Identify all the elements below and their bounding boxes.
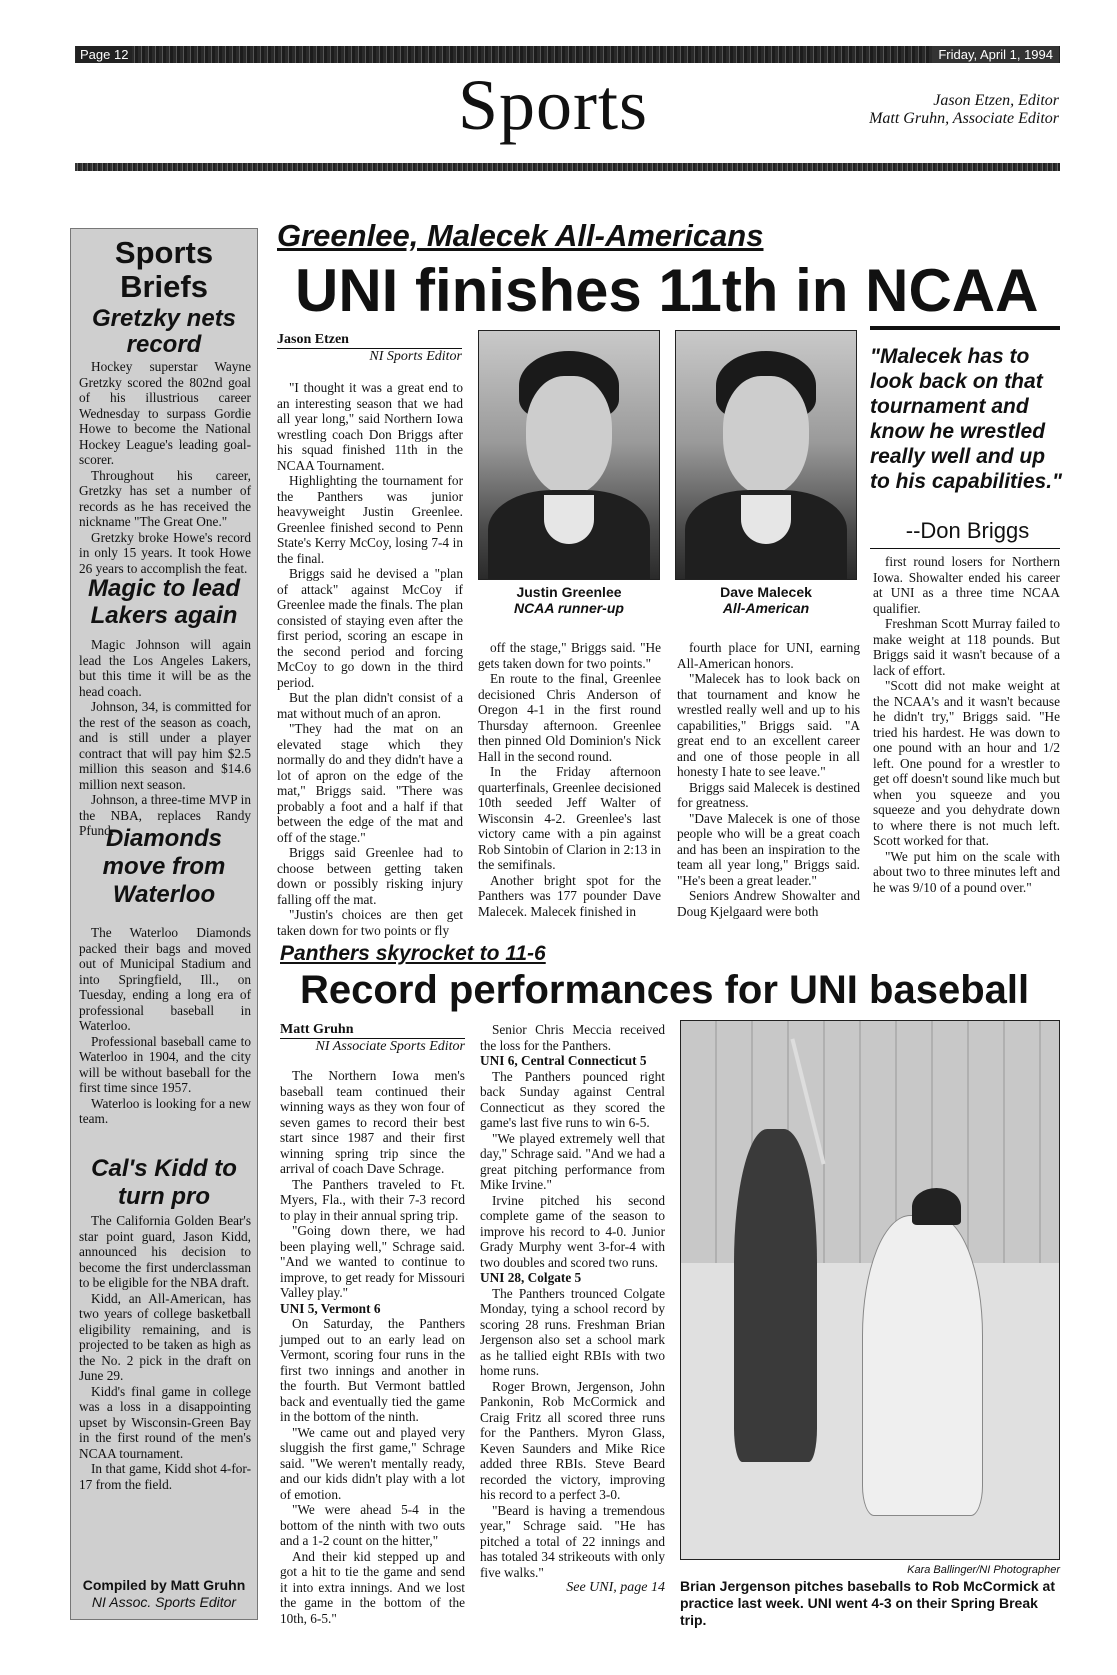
- section-title: Sports: [458, 65, 649, 145]
- story-paragraph: "Scott did not make weight at the NCAA's and it wasn't because he didn't try," Briggs said. "He tried his hardest. He was down to one pound with an hour and 1/2 left. One pound for a wrestler to get off doesn't sound like much but when you squeeze and you squeeze and you dehydrate down to where there is not much left. Scott worked for that.: [873, 678, 1060, 848]
- brief-headline: record: [126, 331, 202, 358]
- story-paragraph: Freshman Scott Murray failed to make weight at 118 pounds. But Briggs said it wasn't because of a lack of effort.: [873, 616, 1060, 678]
- story-paragraph: The Panthers traveled to Ft. Myers, Fla., with their 7-3 record to play in their annual spring trip.: [280, 1176, 465, 1223]
- story2-column-1: [280, 1068, 465, 1626]
- caption-role: NCAA runner-up: [514, 600, 624, 616]
- story-paragraph: The Northern Iowa men's baseball team continued their winning ways as they won four of seven games to record their best start since 1987 and their first winning spring trip since the arrival of coach Dave Schrage.: [280, 1068, 465, 1176]
- brief-paragraph: In that game, Kidd shot 4-for-17 from the field.: [79, 1461, 251, 1492]
- brief-headline: Waterloo: [112, 881, 216, 908]
- story2-kicker: Panthers skyrocket to 11-6: [280, 942, 546, 965]
- brief-paragraph: Johnson, 34, is committed for the rest of the season as coach, and is still under a player contract that will pay him $2.5 million this season and $14.6 million next season.: [79, 699, 251, 792]
- game-subhead: UNI 28, Colgate 5: [480, 1270, 582, 1285]
- story-paragraph: "Malecek has to look back on that tournament and know he wrestled really well and up to his capabilities," Briggs said. "A great end to an excellent career and one of those people in all honesty I hate to see leave.": [677, 671, 860, 779]
- brief-paragraph: Hockey superstar Wayne Gretzky scored the 802nd goal of his illustrious career Wednesday to surpass Gordie Howe to become the National Hockey League's leading goal-scorer.: [79, 359, 251, 467]
- photo-credit: Kara Ballinger/NI Photographer: [907, 1564, 1060, 1576]
- greenlee-photo: [478, 330, 660, 580]
- brief-paragraph: Magic Johnson will again lead the Los Angeles Lakers, but this time it will be as the head coach.: [79, 637, 251, 699]
- masthead-rule: [75, 163, 1060, 171]
- pull-quote: "Malecek has to look back on that tournament and know he wrestled really well and up to his capabilities.": [870, 345, 1063, 493]
- game-subhead: UNI 5, Vermont 6: [280, 1300, 381, 1316]
- story1-headline: UNI finishes 11th in NCAA: [295, 257, 1039, 324]
- story-paragraph: "Beard is having a tremendous year," Schrage said. "He has pitched a total of 22 innings and has totaled 34 strikeouts with only five walks.": [480, 1502, 665, 1580]
- brief-paragraph: Kidd's final game in college was a loss in a disappointing upset by Wisconsin-Green Bay in the first round of the men's NCAA tournament.: [79, 1383, 251, 1461]
- story-paragraph: And their kid stepped up and got a hit to tie the game and send it into extra innings. And we lost the game in the bottom of the 10th, 6-5.": [280, 1548, 465, 1626]
- caption-name: Dave Malecek: [720, 584, 812, 600]
- brief-paragraph: The Waterloo Diamonds packed their bags and moved out of Municipal Stadium and into Springfield, Ill., on Tuesday, ending a long era of professional baseball in Waterloo.: [79, 925, 251, 1033]
- brief-headline: Diamonds: [105, 825, 222, 852]
- brief-headline: Cal's Kidd to: [91, 1155, 237, 1182]
- jump-line: See UNI, page 14: [566, 1580, 665, 1595]
- story-paragraph: "Justin's choices are then get taken down for two points or fly: [277, 907, 463, 938]
- story-paragraph: But the plan didn't consist of a mat without much of an apron.: [277, 690, 463, 721]
- story-paragraph: "Going down there, we had been playing well," Schrage said. "And we wanted to continue to improve, to get ready for Missouri Valley play.": [280, 1223, 465, 1300]
- brief-headline: turn pro: [118, 1183, 210, 1210]
- brief-paragraph: Professional baseball came to Waterloo in 1904, and the city will be without baseball for the first time since 1957.: [79, 1033, 251, 1095]
- byline-title: NI Associate Sports Editor: [315, 1039, 465, 1054]
- brief-body: [79, 1213, 251, 1492]
- pull-quote-bottom-rule: [870, 548, 1060, 549]
- brief-headline: Gretzky nets: [91, 305, 237, 332]
- caption-name: Justin Greenlee: [516, 584, 622, 600]
- story-paragraph: "We were ahead 5-4 in the bottom of the ninth with two outs and a 1-2 count on the hitter,": [280, 1502, 465, 1548]
- story-paragraph: En route to the final, Greenlee decisioned Chris Anderson of Oregon 4-1 in the first round Thursday afternoon. Greenlee then pinned Old Dominion's Nick Hall in the second round.: [478, 671, 661, 764]
- editor-credits: [869, 92, 1059, 128]
- story-paragraph: fourth place for UNI, earning All-American honors.: [677, 640, 860, 671]
- story2-byline: [280, 1022, 465, 1055]
- sidebar-title-line1: Sports: [114, 235, 214, 270]
- story1-column-4: [873, 554, 1060, 895]
- story-paragraph: Highlighting the tournament for the Panthers was junior heavyweight Justin Greenlee. Greenlee finished second to Penn State's Kerry McCoy, losing 7-4 in the final.: [277, 473, 463, 566]
- story-paragraph: "I thought it was a great end to an interesting season that we had all year long," said Northern Iowa wrestling coach Don Briggs after his squad finished 11th in the NCAA Tournament.: [277, 380, 463, 473]
- story-paragraph: The Panthers pounced right back Sunday against Central Connecticut as they scored the game's last five runs to win 6-5.: [480, 1068, 665, 1130]
- story-paragraph: On Saturday, the Panthers jumped out to an early lead on Vermont, scoring four runs in the first two innings and another in the fourth. But Vermont battled back and eventually tied the game in the bottom of the ninth.: [280, 1316, 465, 1424]
- brief-headline: Magic to lead: [87, 575, 241, 602]
- photo-caption: Brian Jergenson pitches baseballs to Rob McCormick at practice last week. UNI went 4-3 on their Spring Break trip.: [680, 1578, 1055, 1628]
- story-paragraph: Another bright spot for the Panthers was 177 pounder Dave Malecek. Malecek finished in: [478, 872, 661, 919]
- issue-date: Friday, April 1, 1994: [932, 46, 1059, 63]
- story-paragraph: Senior Chris Meccia received the loss for the Panthers.: [480, 1022, 665, 1053]
- story1-column-2: [478, 640, 661, 919]
- brief-paragraph: The California Golden Bear's star point guard, Jason Kidd, announced his decision to become the first underclassman to be eligible for the NBA draft.: [79, 1213, 251, 1290]
- story-paragraph: Briggs said Greenlee had to choose between getting taken down or possibly risking injury falling off the mat.: [277, 845, 463, 907]
- brief-paragraph: Throughout his career, Gretzky has set a number of records as he has received the nickname "The Great One.": [79, 467, 251, 529]
- pull-quote-rule: [870, 326, 1060, 330]
- story-paragraph: "We put him on the scale with about two to three minutes left and he was 9/10 of a pound over.": [873, 848, 1060, 895]
- pull-quote-attribution: --Don Briggs: [905, 518, 1030, 543]
- byline-name: Jason Etzen: [277, 332, 462, 349]
- story2-headline: Record performances for UNI baseball: [300, 968, 1030, 1012]
- story1-byline: [277, 332, 462, 365]
- game-subhead: UNI 6, Central Connecticut 5: [480, 1053, 647, 1068]
- greenlee-caption: [478, 584, 660, 616]
- sports-briefs-sidebar: [70, 228, 258, 1620]
- story-paragraph: Briggs said he devised a "plan of attack" against McCoy if Greenlee made the finals. The plan consisted of staying even after the first period, scoring an escape in the second period and forcing McCoy to go down in the third period.: [277, 566, 463, 690]
- story1-column-3: [677, 640, 860, 919]
- story-paragraph: "We played extremely well that day," Schrage said. "And we had a great pitching performance from Mike Irvine.": [480, 1130, 665, 1192]
- brief-paragraph: Kidd, an All-American, has two years of college basketball eligibility remaining, and is projected to be taken as high as the No. 2 pick in the draft on June 29.: [79, 1290, 251, 1383]
- brief-headline: move from: [102, 853, 226, 880]
- story1-column-1: [277, 380, 463, 938]
- editor-name: Jason Etzen, Editor: [933, 92, 1059, 109]
- brief-body: [79, 925, 251, 1127]
- brief-body: [79, 359, 251, 576]
- story1-kicker: Greenlee, Malecek All-Americans: [277, 218, 764, 253]
- brief-headline: Lakers again: [90, 602, 238, 629]
- malecek-caption: [675, 584, 857, 616]
- story-paragraph: first round losers for Northern Iowa. Showalter ended his career at UNI as a three time NCAA qualifier.: [873, 554, 1060, 616]
- brief-paragraph: Gretzky broke Howe's record in only 15 years. It took Howe 26 years to accomplish the feat.: [79, 529, 251, 576]
- story-paragraph: "They had the mat on an elevated stage which they normally do and they didn't have a lot of apron on the edge of the mat," Briggs said. "There was probably a foot and a half if that between the edge of the mat and off of the stage.": [277, 721, 463, 845]
- brief-body: [79, 637, 251, 839]
- story-paragraph: "Dave Malecek is one of those people who will be a great coach and has been an inspiration to the team all year long," Briggs said. "He's been a great leader.": [677, 810, 860, 888]
- caption-role: All-American: [722, 600, 810, 616]
- brief-paragraph: Johnson, a three-time MVP in the NBA, replaces Randy Pfund.: [79, 792, 251, 838]
- story-paragraph: Irvine pitched his second complete game of the season to improve his record to 4-0. Junior Grady Murphy went 3-for-4 with two doubles and scored two runs.: [480, 1192, 665, 1270]
- story-paragraph: Roger Brown, Jergenson, John Pankonin, Rob McCormick and Craig Fritz all scored three runs for the Panthers. Myron Glass, Keven Saunders and Mike Rice added three RBIs. Steve Beard recorded the victory, improving his record to a perfect 3-0.: [480, 1378, 665, 1502]
- malecek-photo: [675, 330, 857, 580]
- page-number: Page 12: [76, 46, 132, 63]
- associate-editor-name: Matt Gruhn, Associate Editor: [869, 110, 1059, 127]
- story-paragraph: "We came out and played very sluggish the first game," Schrage said. "We weren't mentally ready, and our kids didn't play with a lot of emotion.: [280, 1424, 465, 1502]
- story-paragraph: Seniors Andrew Showalter and Doug Kjelgaard were both: [677, 888, 860, 919]
- story-paragraph: The Panthers trounced Colgate Monday, tying a school record by scoring 28 runs. Freshman Brian Jergenson also set a school mark as he tallied eight RBIs with two home runs.: [480, 1285, 665, 1378]
- story2-column-2: [480, 1022, 665, 1596]
- sidebar-credit-name: Compiled by Matt Gruhn: [82, 1577, 246, 1593]
- story-paragraph: off the stage," Briggs said. "He gets taken down for two points.": [478, 640, 661, 671]
- byline-name: Matt Gruhn: [280, 1022, 465, 1039]
- brief-paragraph: Waterloo is looking for a new team.: [79, 1095, 251, 1126]
- sidebar-credit: [71, 1577, 257, 1611]
- sidebar-title-line2: Briefs: [120, 269, 208, 304]
- story-paragraph: Briggs said Malecek is destined for greatness.: [677, 779, 860, 810]
- sidebar-credit-title: NI Assoc. Sports Editor: [91, 1594, 237, 1610]
- story-paragraph: In the Friday afternoon quarterfinals, Greenlee decisioned 10th seeded Jeff Walter of Wisconsin 4-2. Greenlee's last victory came with a pin against Rob Sintobin of Clarion in 2:13 in the semifinals.: [478, 764, 661, 872]
- byline-title: NI Sports Editor: [369, 349, 462, 364]
- baseball-practice-photo: [680, 1020, 1060, 1560]
